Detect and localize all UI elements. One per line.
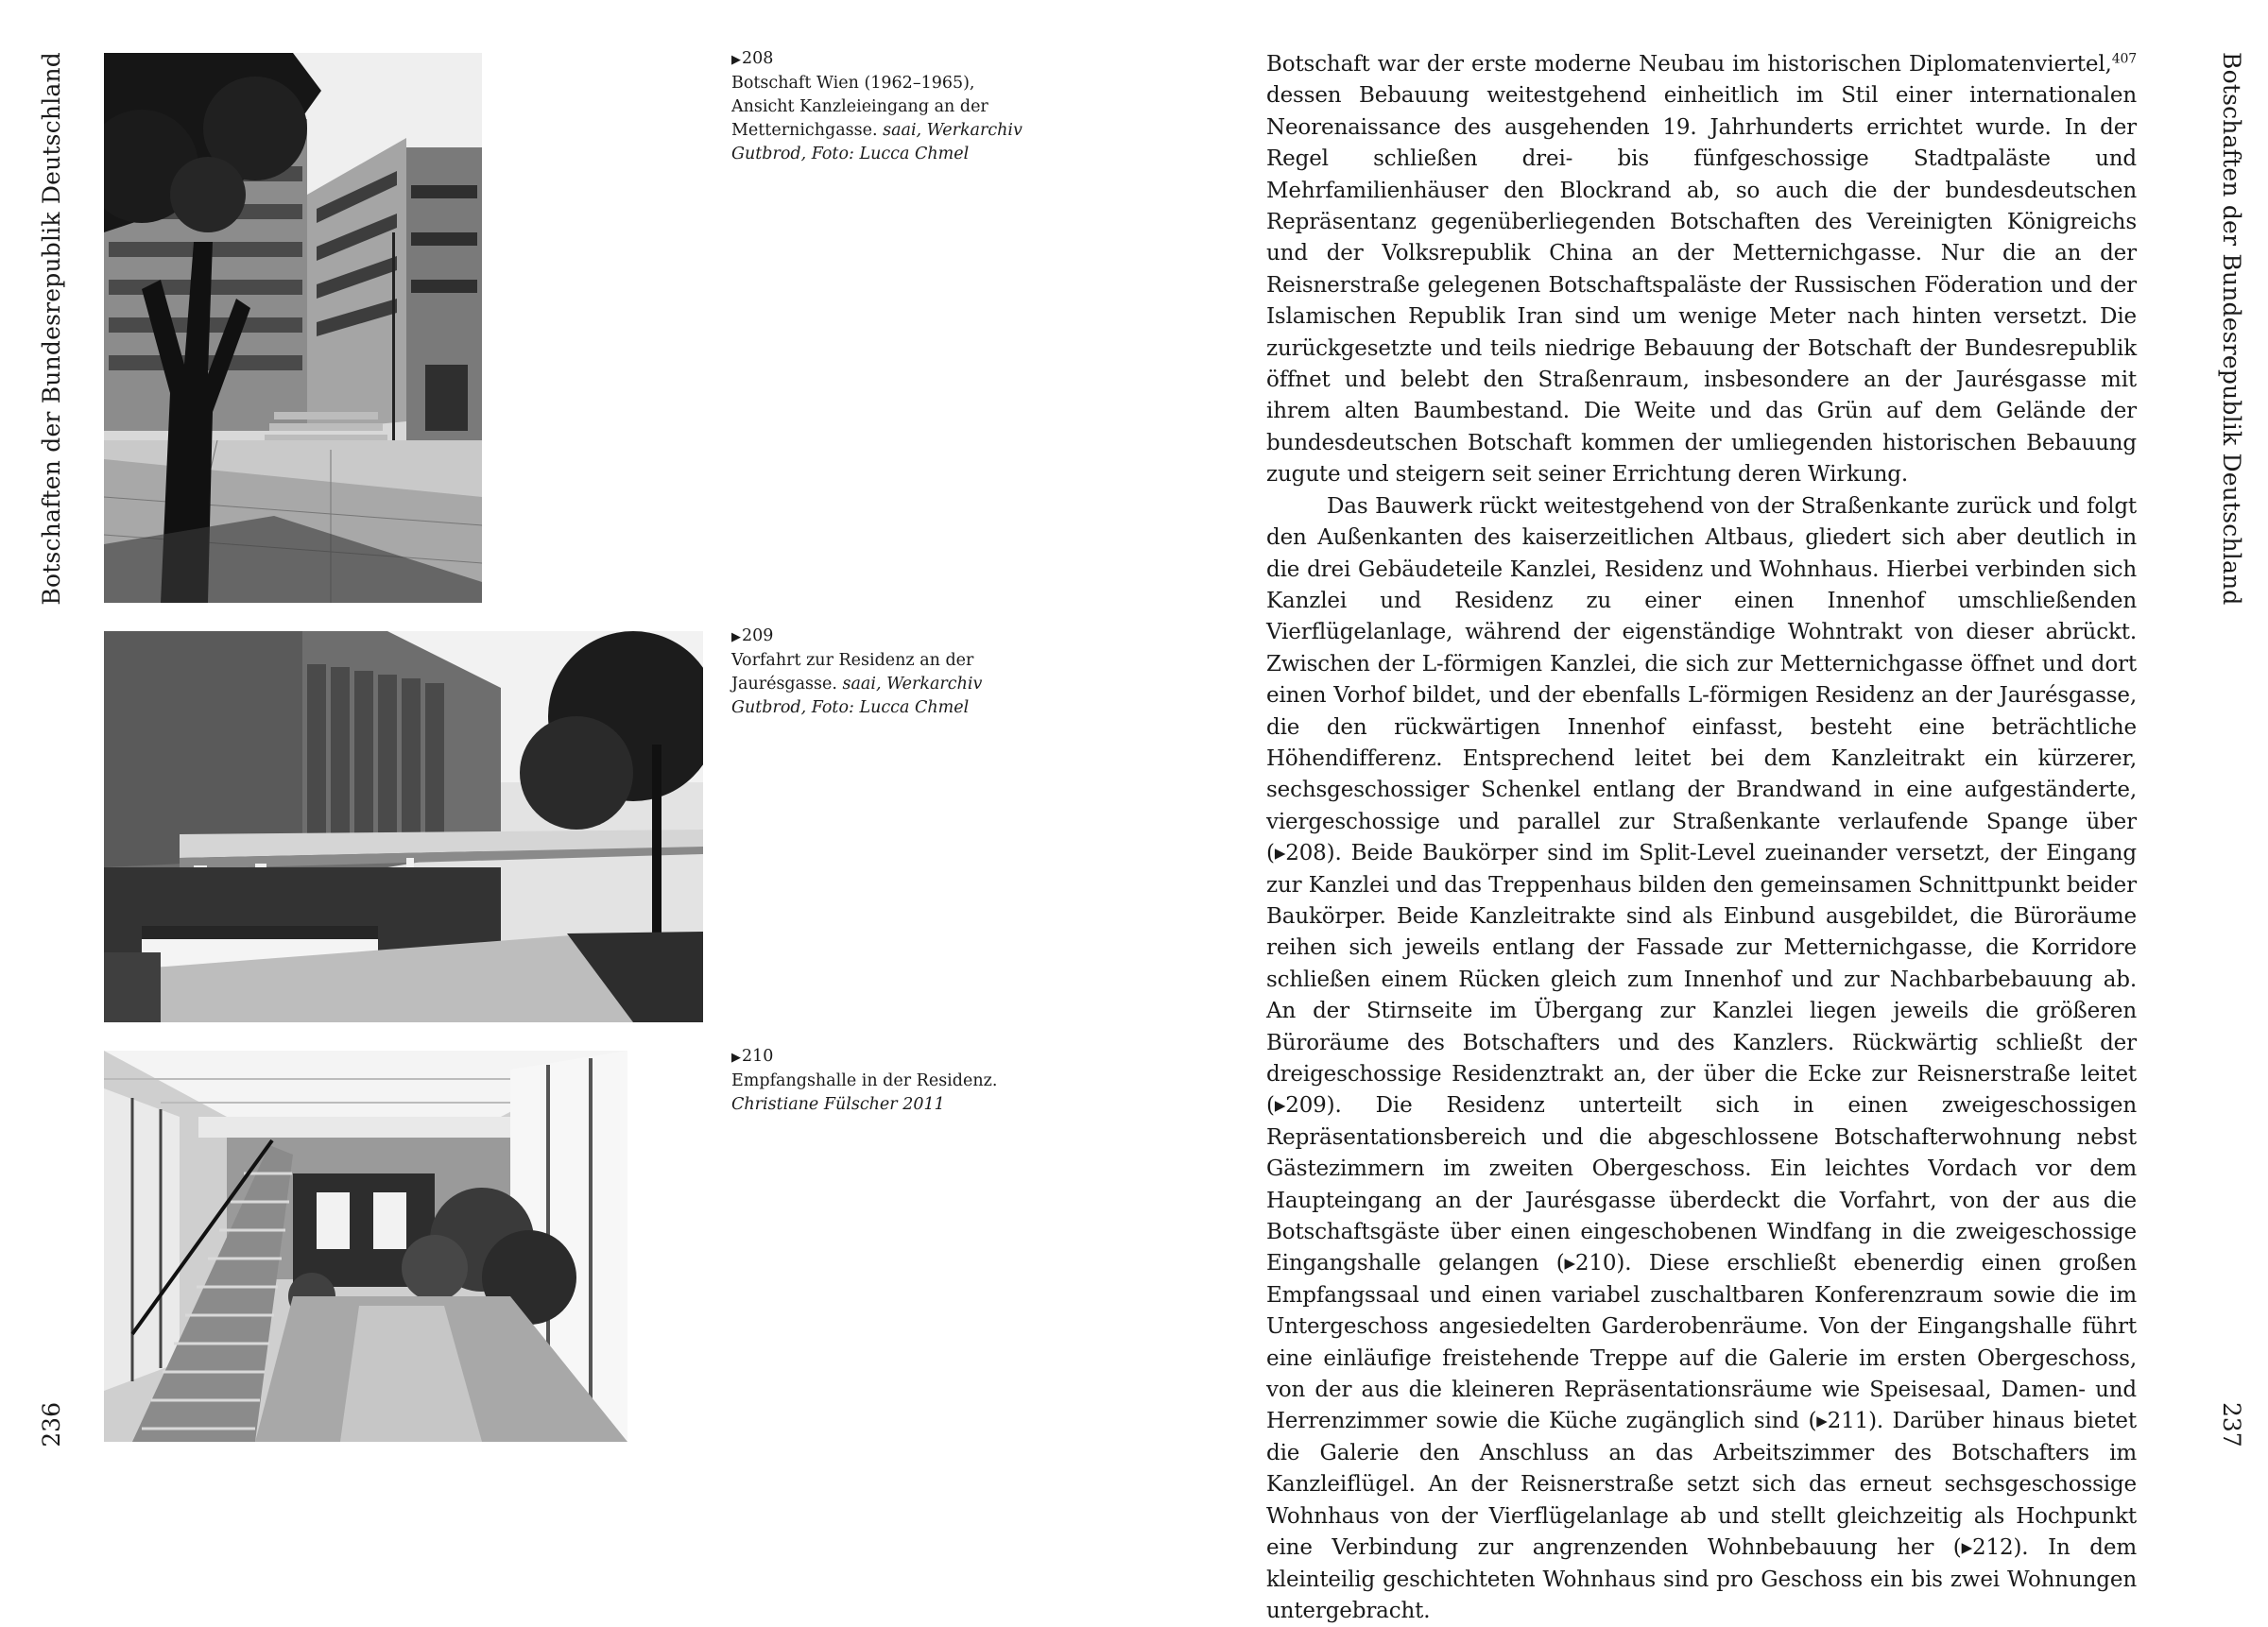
caption-text: Vorfahrt zur Residenz an der Jaurésgasse.	[731, 651, 974, 694]
photo-reception-hall	[104, 1051, 627, 1442]
photo-residence-driveway	[104, 631, 703, 1022]
body-text	[1266, 49, 2137, 1627]
caption-210	[731, 1045, 1034, 1117]
running-head-right: Botschaften der Bundesrepublik Deutschland	[2218, 52, 2245, 606]
running-head-left: Botschaften der Bundesrepublik Deutschland	[38, 52, 65, 606]
footnote-ref: 407	[2111, 51, 2137, 67]
arrow-icon: ▶	[731, 630, 741, 644]
page-number-right: 237	[2218, 1402, 2245, 1447]
caption-text: Botschaft Wien (1962–1965), Ansicht Kanzleieingang an der Metternichgasse.	[731, 74, 988, 140]
caption-credit: Christiane Fülscher 2011	[731, 1095, 945, 1114]
caption-209	[731, 625, 1034, 720]
arrow-icon: ▶	[731, 1051, 741, 1065]
caption-text: Empfangshalle in der Residenz.	[731, 1071, 998, 1090]
caption-number: ▶208	[731, 49, 774, 68]
arrow-icon: ▶	[731, 53, 741, 67]
paragraph-1: Botschaft war der erste moderne Neubau im historischen Diplomatenviertel,$^{407}$ dessen Bebauung weitestgehend einheitlich im Stil einer internationalen Neorenaissance des ausgehenden 19. Jahrhunderts errichtet wurde. In der Regel schließen drei- bis fünfgeschossige Stadtpaläste und Mehrfamilienhäuser den Blockrand ab, so auch die der bundesdeutschen Repräsentanz gegenüberliegenden Botschaften des Vereinigten Königreichs und der Volksrepublik China an der Metternichgasse. Nur die an der Reisnerstraße gelegenen Botschaftspaläste der Russischen Föderation und der Islamischen Republik Iran sind um wenige Meter nach hinten versetzt. Die zurückgesetzte und teils niedrige Bebauung der Botschaft der Bundesrepublik öffnet und belebt den Straßenraum, insbesondere an der Jaurésgasse mit ihrem alten Baumbestand. Die Weite und das Grün auf dem Gelände der bundesdeutschen Botschaft kommen der umliegenden historischen Bebauung zugute und steigern seit seiner Errichtung deren Wirkung.	[1266, 51, 2137, 488]
paragraph-2: Das Bauwerk rückt weitestgehend von der Straßenkante zurück und folgt den Außenkanten des kaiserzeitlichen Altbaus, gliedert sich aber deutlich in die drei Gebäudeteile Kanzlei, Residenz und Wohnhaus. Hierbei verbinden sich Kanzlei und Residenz zu einer einen Innenhof umschließenden Vierflügelanlage, während der eigenständige Wohntrakt von dieser abrückt. Zwischen der L-förmigen Kanzlei, die sich zur Metternichgasse öffnet und dort einen Vorhof bildet, und der ebenfalls L-förmigen Residenz an der Jaurésgasse, die den rückwärtigen Innenhof einfasst, besteht eine beträchtliche Höhendifferenz. Entsprechend leitet bei dem Kanzleitrakt ein kürzerer, sechsgeschossiger Schenkel entlang der Brandwand in eine aufgeständerte, viergeschossige und parallel zur Straßenkante verlaufende Spange über (▸208). Beide Baukörper sind im Split-Level zueinander versetzt, der Eingang zur Kanzlei und das Treppenhaus bilden den gemeinsamen Schnittpunkt beider Baukörper. Beide Kanzleitrakte sind als Einbund ausgebildet, die Büroräume reihen sich jeweils entlang der Fassade zur Metternichgasse, die Korridore schließen einem Rücken gleich zum Innenhof und zur Nachbarbebauung ab. An der Stirnseite im Übergang zur Kanzlei liegen jeweils die größeren Büroräume des Botschafters und des Kanzlers. Rückwärtig schließt der dreigeschossige Residenztrakt an, der über die Ecke zur Reisnerstraße leitet (▸209). Die Residenz unterteilt sich in einen zweigeschossigen Repräsentationsbereich und die abgeschlossene Botschafterwohnung nebst Gästezimmern im zweiten Obergeschoss. Ein leichtes Vordach vor dem Haupteingang an der Jaurésgasse überdeckt die Vorfahrt, von der aus die Botschaftsgäste über einen eingeschobenen Windfang in die zweigeschossige Eingangshalle gelangen (▸210). Diese erschließt ebenerdig einen großen Empfangssaal und einen variabel zuschaltbaren Konferenzraum sowie die im Untergeschoss angesiedelten Garderobenräume. Von der Eingangshalle führt eine einläufige freistehende Treppe auf die Galerie im ersten Obergeschoss, von der aus die kleineren Repräsentationsräume wie Speisesaal, Damen- und Herrenzimmer sowie die Küche zugänglich sind (▸211). Darüber hinaus bietet die Galerie den Anschluss an das Arbeitszimmer des Botschafters im Kanzleiflügel. An der Reisnerstraße setzt sich das erneut sechsgeschossige Wohnhaus von der Vierflügelanlage ab und stellt gleichzeitig als Hochpunkt eine Verbindung zur angrenzenden Wohnbebauung her (▸212). In dem kleinteilig geschichteten Wohnhaus sind pro Geschoss ein bis zwei Wohnungen untergebracht.	[1266, 493, 2137, 1623]
caption-208	[731, 47, 1034, 166]
photo-chancery-entrance	[104, 53, 482, 603]
page-number-left: 236	[38, 1402, 65, 1447]
caption-number: ▶210	[731, 1047, 774, 1066]
caption-number: ▶209	[731, 626, 774, 645]
caption-credit: saai, Werkarchiv Gutbrod, Foto: Lucca Chmel	[731, 675, 983, 717]
caption-credit: saai, Werkarchiv Gutbrod, Foto: Lucca Chmel	[731, 121, 1022, 163]
